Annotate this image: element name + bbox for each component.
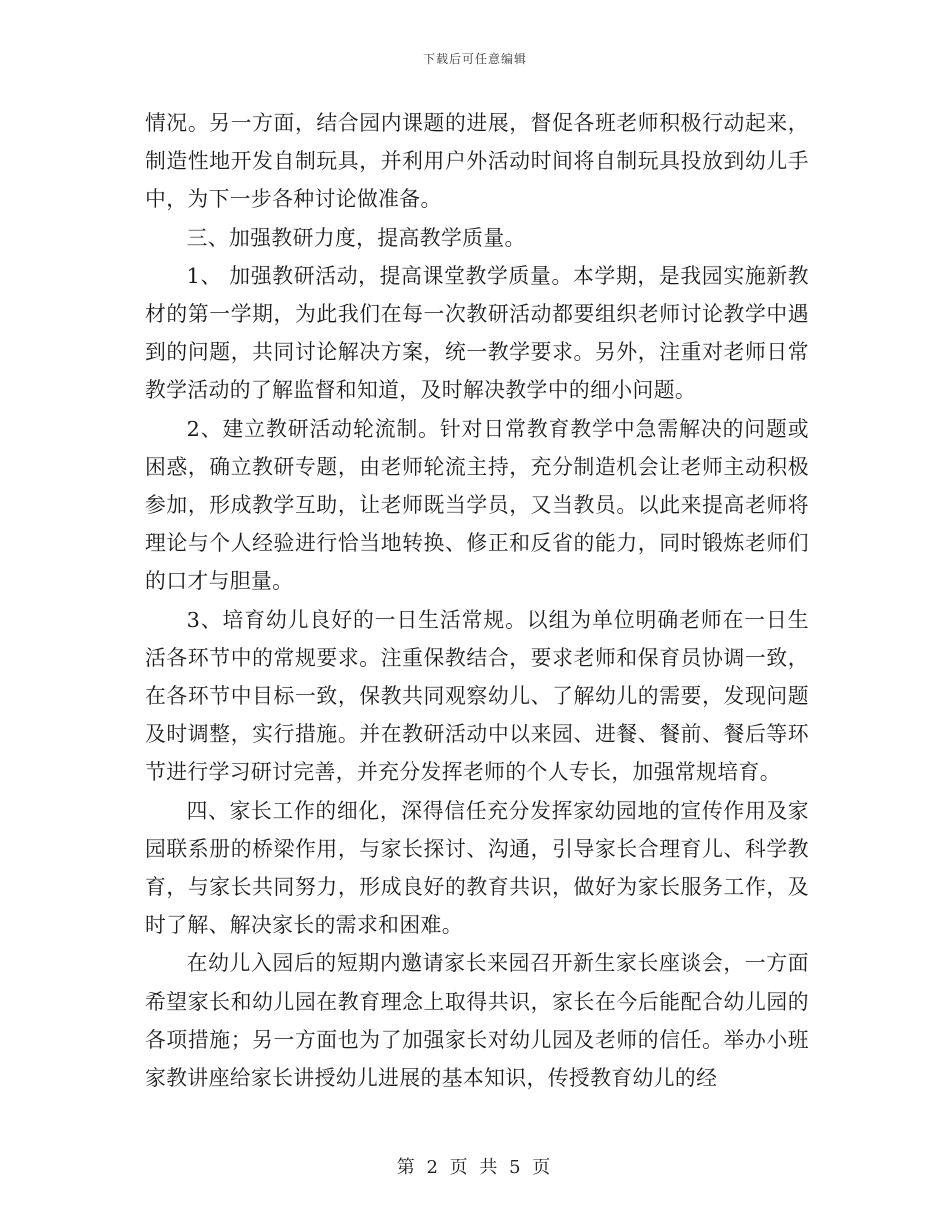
paragraph-2: 三、加强教研力度，提高教学质量。 <box>186 225 526 250</box>
page-header-note: 下载后可任意编辑 <box>422 52 527 66</box>
document-body <box>145 104 809 1097</box>
page-number-footer: 第 2 页 共 5 页 <box>396 1157 554 1178</box>
paragraph-6: 四、家长工作的细化，深得信任充分发挥家幼园地的宣传作用及家园联系册的桥梁作用，与家长探讨、沟通，引导家长合理育儿、科学教育，与家长共同努力，形成良好的教育共识，做好为家长服务工作，及时了解、解决家长的需求和困难。 <box>145 798 809 938</box>
paragraph-3: 1、 加强教研活动，提高课堂教学质量。本学期，是我园实施新教材的第一学期，为此我们在每一次教研活动都要组织老师讨论教学中遇到的问题，共同讨论解决方案，统一教学要求。另外，注重对老师日常教学活动的了解监督和知道，及时解决教学中的细小问题。 <box>145 263 809 403</box>
paragraph-5: 3、培育幼儿良好的一日生活常规。以组为单位明确老师在一日生活各环节中的常规要求。注重保教结合，要求老师和保育员协调一致，在各环节中目标一致，保教共同观察幼儿、了解幼儿的需要，发现问题及时调整，实行措施。并在教研活动中以来园、进餐、餐前、餐后等环节进行学习研讨完善，并充分发挥老师的个人专长，加强常规培育。 <box>145 607 809 785</box>
paragraph-1: 情况。另一方面，结合园内课题的进展，督促各班老师积极行动起来，制造性地开发自制玩具，并利用户外活动时间将自制玩具投放到幼儿手中，为下一步各种讨论做准备。 <box>145 111 809 212</box>
paragraph-7: 在幼儿入园后的短期内邀请家长来园召开新生家长座谈会，一方面希望家长和幼儿园在教育理念上取得共识，家长在今后能配合幼儿园的各项措施；另一方面也为了加强家长对幼儿园及老师的信任。举办小班家教讲座给家长讲授幼儿进展的基本知识，传授教育幼儿的经 <box>145 951 809 1091</box>
paragraph-4: 2、建立教研活动轮流制。针对日常教育教学中急需解决的问题或困惑，确立教研专题，由老师轮流主持，充分制造机会让老师主动积极参加，形成教学互助，让老师既当学员，又当教员。以此来提高老师将理论与个人经验进行恰当地转换、修正和反省的能力，同时锻炼老师们的口才与胆量。 <box>145 416 809 594</box>
